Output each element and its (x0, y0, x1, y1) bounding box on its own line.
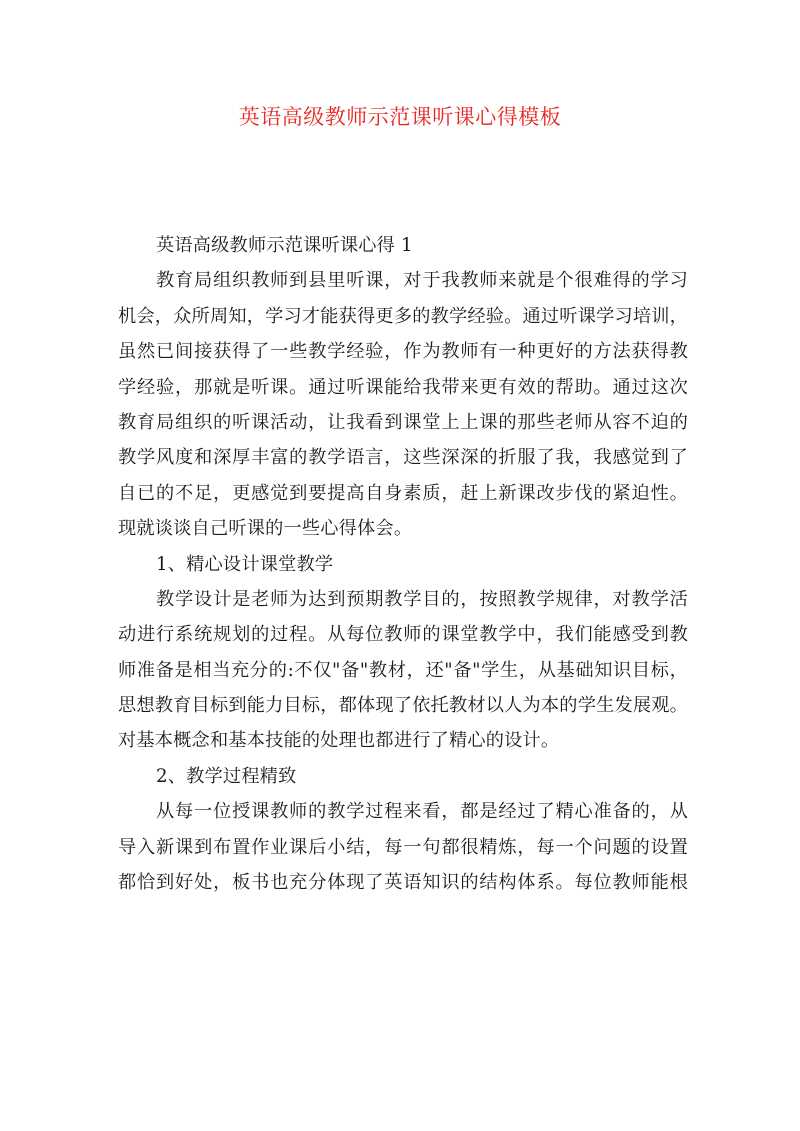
document-title: 英语高级教师示范课听课心得模板 (238, 105, 562, 129)
section-heading: 1、精心设计课堂教学 (156, 553, 334, 575)
paragraph-line: 思想教育目标到能力目标，都体现了依托教材以人为本的学生发展观。 (118, 695, 689, 717)
paragraph-line: 导入新课到布置作业课后小结，每一句都很精炼，每一个问题的设置 (118, 836, 688, 858)
paragraph-line: 教学风度和深厚丰富的教学语言，这些深深的折服了我，我感觉到了 (118, 447, 688, 469)
paragraph-line: 教育局组织教师到县里听课，对于我教师来就是个很难得的学习 (156, 270, 688, 292)
paragraph-line: 学经验，那就是听课。通过听课能给我带来更有效的帮助。通过这次 (118, 376, 688, 398)
paragraph-line: 师准备是相当充分的:不仅"备"教材，还"备"学生，从基础知识目标， (118, 659, 688, 681)
paragraph-line: 教育局组织的听课活动，让我看到课堂上上课的那些老师从容不迫的 (118, 411, 688, 433)
paragraph-line: 机会，众所周知，学习才能获得更多的教学经验。通过听课学习培训， (118, 305, 689, 327)
section-heading: 英语高级教师示范课听课心得 1 (156, 235, 413, 256)
section-heading: 2、教学过程精致 (156, 765, 297, 787)
paragraph-line: 对基本概念和基本技能的处理也都进行了精心的设计。 (118, 730, 560, 752)
paragraph-line: 都恰到好处，板书也充分体现了英语知识的结构体系。每位教师能根 (118, 872, 688, 894)
document-body (118, 228, 688, 900)
paragraph-line: 现就谈谈自己听课的一些心得体会。 (118, 518, 413, 540)
paragraph-line: 动进行系统规划的过程。从每位教师的课堂教学中，我们能感受到教 (118, 624, 688, 646)
paragraph-line: 从每一位授课教师的教学过程来看，都是经过了精心准备的，从 (156, 801, 688, 823)
paragraph-line: 自已的不足，更感觉到要提高自身素质，赶上新课改步伐的紧迫性。 (118, 482, 688, 504)
paragraph-line: 教学设计是老师为达到预期教学目的，按照教学规律，对教学活 (156, 588, 688, 610)
paragraph-line: 虽然已间接获得了一些教学经验，作为教师有一种更好的方法获得教 (118, 341, 688, 363)
